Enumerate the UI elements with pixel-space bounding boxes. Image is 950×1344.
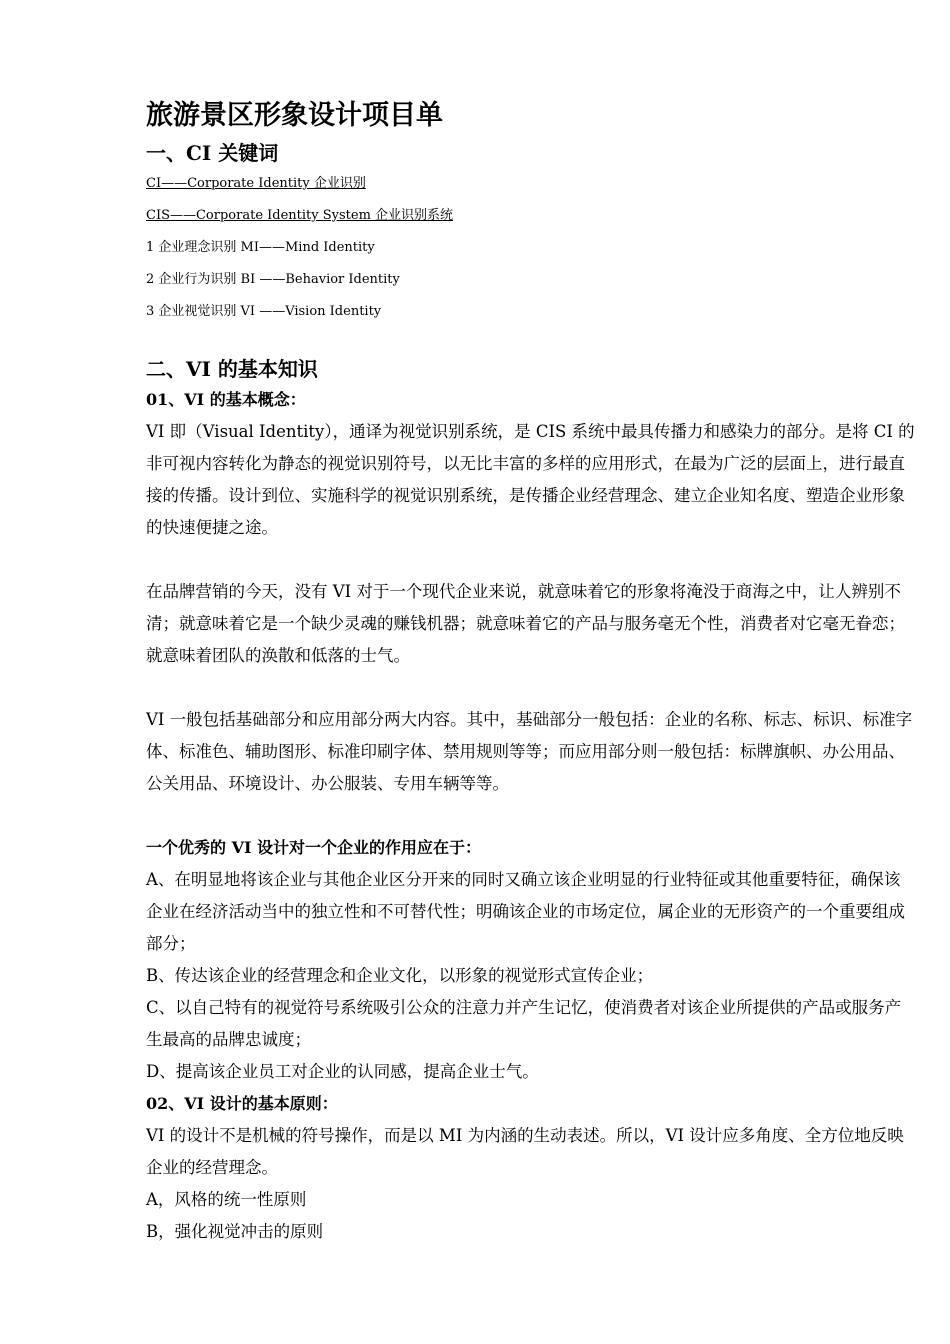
keyword-line: CIS——Corporate Identity System 企业识别系统 [146,208,454,223]
section-heading-ci-keywords: 一、CI 关键词 [146,141,279,165]
list-item: A，风格的统一性原则 [146,1190,307,1209]
keyword-line: 2 企业行为识别 BI ——Behavior Identity [146,272,400,287]
paragraph: VI 即（Visual Identity），通译为视觉识别系统，是 CIS 系统中最具传播力和感染力的部分。是将 CI 的非可视内容转化为静态的视觉识别符号，以无比丰富的多样的应用形式，在最为广泛的层面上，进行最直接的传播。设计到位、实施科学的视觉识别系统，是传播企业经营理念、建立企业知名度、塑造企业形象的快速便捷之途。 [146,422,915,537]
list-item: B，强化视觉冲击的原则 [146,1222,324,1241]
paragraph: VI 一般包括基础部分和应用部分两大内容。其中，基础部分一般包括：企业的名称、标志、标识、标准字体、标准色、辅助图形、标准印刷字体、禁用规则等等；而应用部分则一般包括：标牌旗帜、办公用品、公关用品、环境设计、办公服装、专用车辆等等。 [146,710,913,793]
keyword-line: 3 企业视觉识别 VI ——Vision Identity [146,304,382,319]
list-item: A、在明显地将该企业与其他企业区分开来的同时又确立该企业明显的行业特征或其他重要特征，确保该企业在经济活动当中的独立性和不可替代性；明确该企业的市场定位，属企业的无形资产的一个重要组成部分； [146,870,905,953]
subheading-basic-principles: 02、VI 设计的基本原则： [146,1094,338,1113]
subheading-basic-concept: 01、VI 的基本概念： [146,390,306,409]
keyword-line: 1 企业理念识别 MI——Mind Identity [146,240,375,255]
section-heading-vi-basics: 二、VI 的基本知识 [146,357,318,381]
document-title: 旅游景区形象设计项目单 [146,100,443,131]
subheading-vi-role: 一个优秀的 VI 设计对一个企业的作用应在于： [146,838,482,857]
list-item: C、以自己特有的视觉符号系统吸引公众的注意力并产生记忆，使消费者对该企业所提供的产品或服务产生最高的品牌忠诚度； [146,998,902,1049]
paragraph: 在品牌营销的今天，没有 VI 对于一个现代企业来说，就意味着它的形象将淹没于商海之中，让人辨别不清；就意味着它是一个缺少灵魂的赚钱机器；就意味着它的产品与服务毫无个性，消费者对它毫无眷恋；就意味着团队的涣散和低落的士气。 [146,582,905,665]
keyword-line: CI——Corporate Identity 企业识别 [146,176,366,191]
list-item: B、传达该企业的经营理念和企业文化，以形象的视觉形式宣传企业； [146,966,654,985]
list-item: D、提高该企业员工对企业的认同感，提高企业士气。 [146,1062,539,1081]
paragraph: VI 的设计不是机械的符号操作，而是以 MI 为内涵的生动表述。所以，VI 设计应多角度、全方位地反映企业的经营理念。 [146,1126,904,1177]
document-page [146,96,916,1248]
